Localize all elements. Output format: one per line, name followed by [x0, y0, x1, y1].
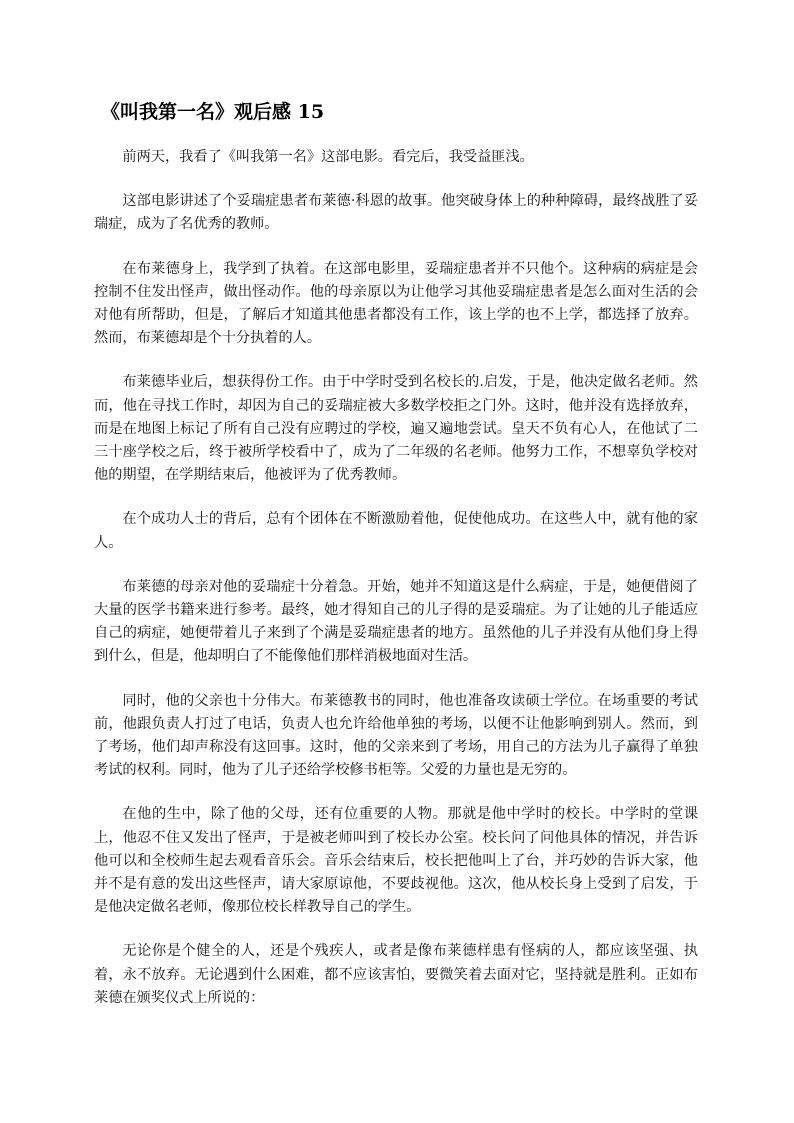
- page-title: 《叫我第一名》观后感 15: [101, 101, 325, 123]
- paragraph: 在他的生中，除了他的父母，还有位重要的人物。那就是他中学时的校长。中学时的堂课上，他忍不住又发出了怪声，于是被老师叫到了校长办公室。校长问了问他具体的情况，并告诉他可以和全校师生起去观看音乐会。音乐会结束后，校长把他叫上了台，并巧妙的告诉大家，他并不是有意的发出这些怪声，请大家原谅他，不要歧视他。这次，他从校长身上受到了启发，于是他决定做名老师，像那位校长样教导自己的学生。: [94, 806, 698, 916]
- paragraph: 同时，他的父亲也十分伟大。布莱德教书的同时，他也准备攻读硕士学位。在场重要的考试前，他跟负责人打过了电话，负责人也允许给他单独的考场，以便不让他影响到别人。然而，到了考场，他们却声称没有这回事。这时，他的父亲来到了考场，用自己的方法为儿子赢得了单独考试的权利。同时，他为了儿子还给学校修书柜等。父爱的力量也是无穷的。: [94, 692, 698, 779]
- paragraph: 布莱德毕业后，想获得份工作。由于中学时受到名校长的.启发，于是，他决定做名老师。然而，他在寻找工作时，却因为自己的妥瑞症被大多数学校拒之门外。这时，他并没有选择放弃，而是在地图上标记了所有自己没有应聘过的学校，遍又遍地尝试。皇天不负有心人，在他试了二三十座学校之后，终于被所学校看中了，成为了二年级的名老师。他努力工作，不想辜负学校对他的期望，在学期结束后，他被评为了优秀教师。: [94, 374, 698, 484]
- paragraph: 布莱德的母亲对他的妥瑞症十分着急。开始，她并不知道这是什么病症，于是，她便借阅了大量的医学书籍来进行参考。最终，她才得知自己的儿子得的是妥瑞症。为了让她的儿子能适应自己的病症，她便带着儿子来到了个满是妥瑞症患者的地方。虽然他的儿子并没有从他们身上得到什么，但是，他却明白了不能像他们那样消极地面对生活。: [94, 578, 698, 665]
- paragraph: 无论你是个健全的人，还是个残疾人，或者是像布莱德样患有怪病的人，都应该坚强、执着，永不放弃。无论遇到什么困难，都不应该害怕，要微笑着去面对它，坚持就是胜利。正如布莱德在颁奖仪式上所说的：: [94, 943, 698, 1006]
- paragraph: 在布莱德身上，我学到了执着。在这部电影里，妥瑞症患者并不只他个。这种病的病症是会控制不住发出怪声，做出怪动作。他的母亲原以为让他学习其他妥瑞症患者是怎么面对生活的会对他有所帮助，但是，了解后才知道其他患者都没有工作，该上学的也不上学，都选择了放弃。然而，布莱德却是个十分执着的人。: [94, 260, 698, 347]
- paragraph: 前两天，我看了《叫我第一名》这部电影。看完后，我受益匪浅。: [122, 149, 534, 165]
- article-body: [94, 146, 698, 1031]
- paragraph: 在个成功人士的背后，总有个团体在不断激励着他，促使他成功。在这些人中，就有他的家人。: [94, 511, 698, 551]
- paragraph: 这部电影讲述了个妥瑞症患者布莱德·科恩的故事。他突破身体上的种种障碍，最终战胜了妥瑞症，成为了名优秀的教师。: [94, 193, 698, 233]
